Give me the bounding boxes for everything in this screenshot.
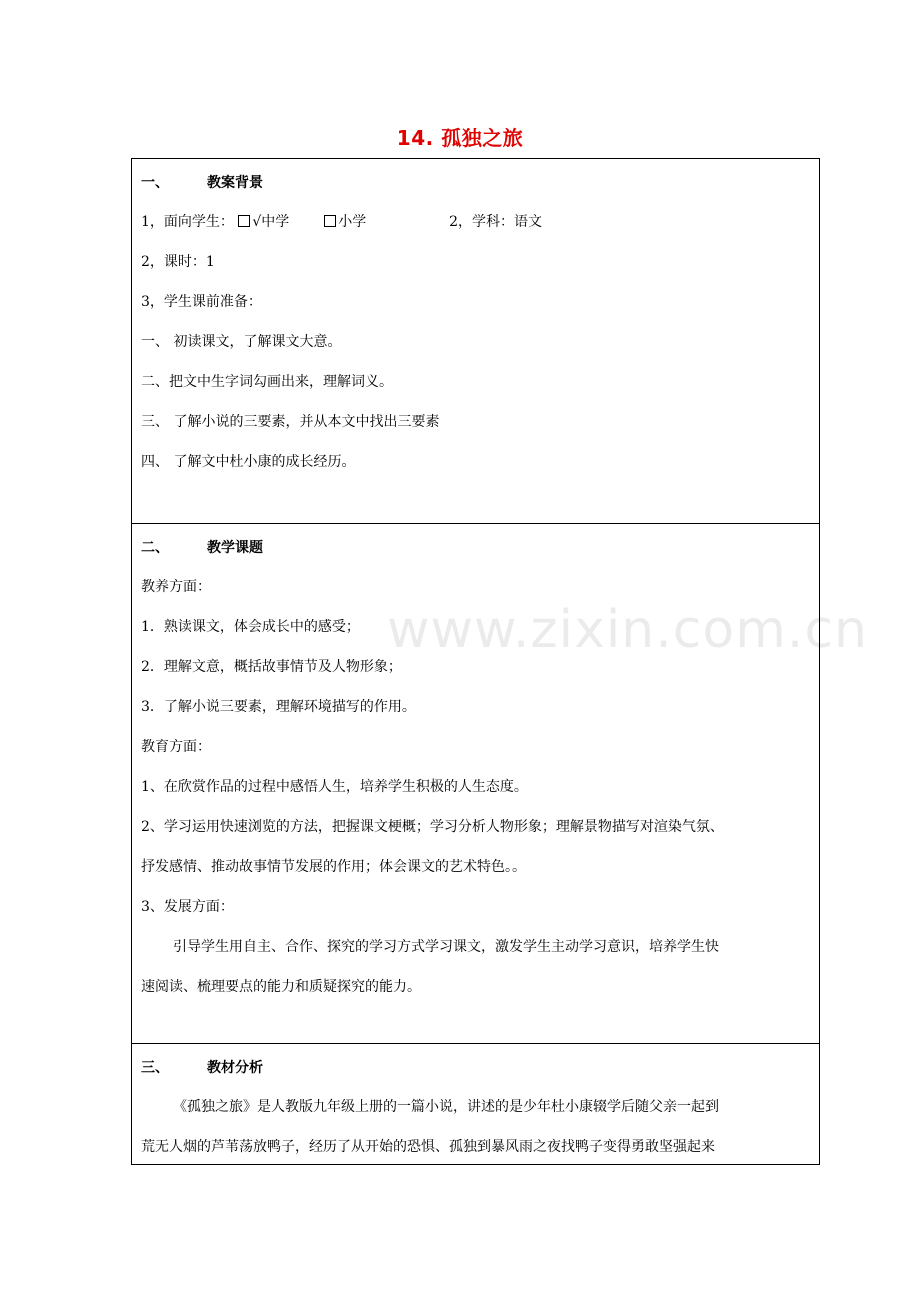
prep-item: 三、 了解小说的三要素，并从本文中找出三要素 [141, 414, 440, 430]
section-title: 教案背景 [207, 175, 263, 191]
section-background [132, 159, 819, 524]
develop-text-cont: 速阅读、梳理要点的能力和质疑探究的能力。 [141, 979, 421, 995]
option-primary-school: 小学 [338, 214, 367, 230]
prep-item: 一、 初读课文，了解课文大意。 [141, 334, 342, 350]
target-students-label: 1，面向学生： [141, 214, 234, 230]
section-number: 一、 [141, 175, 169, 191]
analysis-paragraph-cont: 荒无人烟的芦苇荡放鸭子，经历了从开始的恐惧、孤独到暴风雨之夜找鸭子变得勇敢坚强起来 [141, 1139, 715, 1155]
section-teaching-topic [132, 524, 819, 1044]
cultivate-item: 1．熟读课文，体会成长中的感受； [141, 619, 360, 635]
checkbox-primary-school[interactable] [324, 215, 336, 227]
analysis-paragraph: 《孤独之旅》是人教版九年级上册的一篇小说，讲述的是少年杜小康辍学后随父亲一起到 [173, 1099, 719, 1115]
watermark: www.zixin.com.cn [387, 600, 868, 660]
prep-item: 四、 了解文中杜小康的成长经历。 [141, 454, 356, 470]
educate-item: 1、在欣赏作品的过程中感悟人生，培养学生积极的人生态度。 [141, 779, 528, 795]
cultivate-item: 2．理解文意，概括故事情节及人物形象； [141, 659, 402, 675]
educate-label: 教育方面： [141, 739, 211, 755]
develop-label: 3、发展方面： [141, 899, 234, 915]
section-heading [141, 538, 811, 558]
preparation-label: 3，学生课前准备： [141, 294, 262, 310]
section-title: 教材分析 [207, 1060, 263, 1076]
class-hours: 2，课时：1 [141, 254, 215, 270]
subject-label: 2，学科：语文 [449, 214, 543, 230]
prep-item: 二、把文中生字词勾画出来，理解词义。 [141, 374, 393, 390]
section-title: 教学课题 [207, 540, 263, 556]
educate-item-cont: 抒发感情、推动故事情节发展的作用；体会课文的艺术特色。。 [141, 859, 526, 875]
cultivate-item: 3．了解小说三要素，理解环境描写的作用。 [141, 699, 416, 715]
document-title: 14. 孤独之旅 [396, 126, 524, 150]
target-students-row [141, 212, 811, 232]
section-number: 三、 [141, 1060, 169, 1076]
cultivate-label: 教养方面： [141, 579, 211, 595]
lesson-plan-table [131, 158, 820, 1165]
section-heading [141, 1058, 811, 1078]
develop-text: 引导学生用自主、合作、探究的学习方式学习课文，激发学生主动学习意识，培养学生快 [173, 939, 719, 955]
section-heading [141, 173, 811, 193]
section-number: 二、 [141, 540, 169, 556]
educate-item: 2、学习运用快速浏览的方法，把握课文梗概；学习分析人物形象；理解景物描写对渲染气氛、 [141, 819, 724, 835]
option-middle-school: √中学 [252, 214, 290, 230]
checkbox-middle-school[interactable] [238, 215, 250, 227]
section-material-analysis [132, 1044, 819, 1164]
